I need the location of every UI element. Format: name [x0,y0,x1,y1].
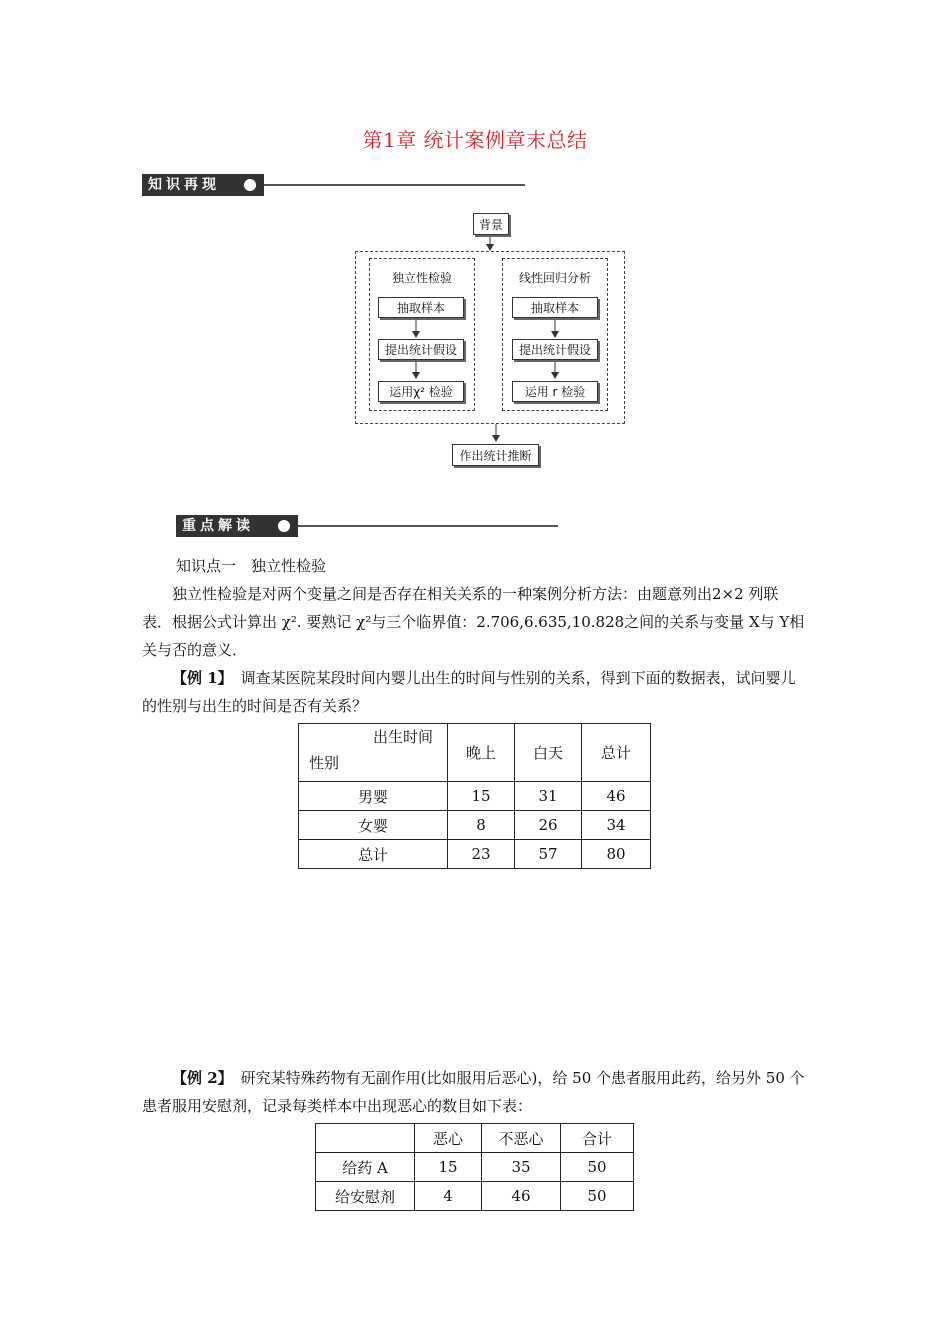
section-tag: 知识再现 [142,174,264,196]
table-cell: 50 [561,1182,634,1211]
table-row-label: 给药 A [316,1153,415,1182]
table-cell: 35 [482,1153,561,1182]
table-header: 不恶心 [482,1124,561,1153]
table-cell: 46 [582,782,651,811]
table-header: 恶心 [415,1124,482,1153]
table-header: 白天 [515,724,582,782]
example1-label: 【例 1】 [172,669,233,687]
bullet-dot-icon [278,520,290,532]
table-header: 总计 [582,724,651,782]
bullet-dot-icon [244,179,256,191]
table-row [299,840,651,869]
table-row-label: 女婴 [299,811,448,840]
section-banner-knowledge [142,174,525,196]
table-cell: 57 [515,840,582,869]
table-header [316,1124,415,1153]
table-cell: 15 [415,1153,482,1182]
kp1-heading-text: 知识点一 独立性检验 [176,557,327,575]
table-row-label: 给安慰剂 [316,1182,415,1211]
table-cell: 15 [448,782,515,811]
table-cell: 4 [415,1182,482,1211]
table-cell: 23 [448,840,515,869]
flow-left-step-3: 运用χ² 检验 [378,381,464,402]
kp1-heading [176,552,776,580]
table-row [299,811,651,840]
example1-text: 调查某医院某段时间内婴儿出生的时间与性别的关系，得到下面的数据表，试问婴儿的性别与出生的时间是否有关系？ [142,669,796,715]
table-row-label: 男婴 [299,782,448,811]
table-cell: 34 [582,811,651,840]
table-row-label: 总计 [299,840,448,869]
table-header: 合计 [561,1124,634,1153]
flow-left-step-2: 提出统计假设 [378,339,464,360]
table-cell: 80 [582,840,651,869]
flow-background-box: 背景 [473,213,509,235]
table-cell: 26 [515,811,582,840]
table-corner-top: 出生时间 [372,728,433,746]
example1-paragraph [142,664,808,720]
table-cell: 8 [448,811,515,840]
flow-right-group-label: 线性回归分析 [518,271,591,285]
section-tag: 重点解读 [176,515,298,537]
section-banner-key-points [176,515,558,537]
table-header: 晚上 [448,724,515,782]
kp1-paragraph: 独立性检验是对两个变量之间是否存在相关关系的一种案例分析方法：由题意列出2×2 列联表．根据公式计算出 χ². 要熟记 χ²与三个临界值：2.706,6.635,10.828之间的关系与变量 X与 Y相关与否的意义． [142,585,805,659]
table-corner-bottom: 性别 [309,754,340,772]
table-row [316,1153,634,1182]
flow-right-step-1: 抽取样本 [512,297,598,318]
table-corner-cell [299,724,448,782]
example2-table [315,1123,634,1211]
section-rule [298,525,558,527]
table-cell: 50 [561,1153,634,1182]
table-row [299,782,651,811]
table-cell: 31 [515,782,582,811]
table-cell: 46 [482,1182,561,1211]
page-title: 第1章 统计案例章末总结 [362,128,588,152]
section-rule [264,184,525,186]
example1-table [298,723,651,869]
example2-label: 【例 2】 [172,1069,233,1087]
flow-left-group-label: 独立性检验 [391,271,452,285]
table-row [316,1182,634,1211]
example2-text: 研究某特殊药物有无副作用(比如服用后恶心)，给 50 个患者服用此药，给另外 50 个患者服用安慰剂，记录每类样本中出现恶心的数目如下表： [142,1069,805,1115]
flow-right-step-3: 运用 r 检验 [512,381,598,402]
flow-right-step-2: 提出统计假设 [512,339,598,360]
flow-left-step-1: 抽取样本 [378,297,464,318]
example2-paragraph [142,1064,808,1120]
flow-result-box: 作出统计推断 [452,444,539,466]
